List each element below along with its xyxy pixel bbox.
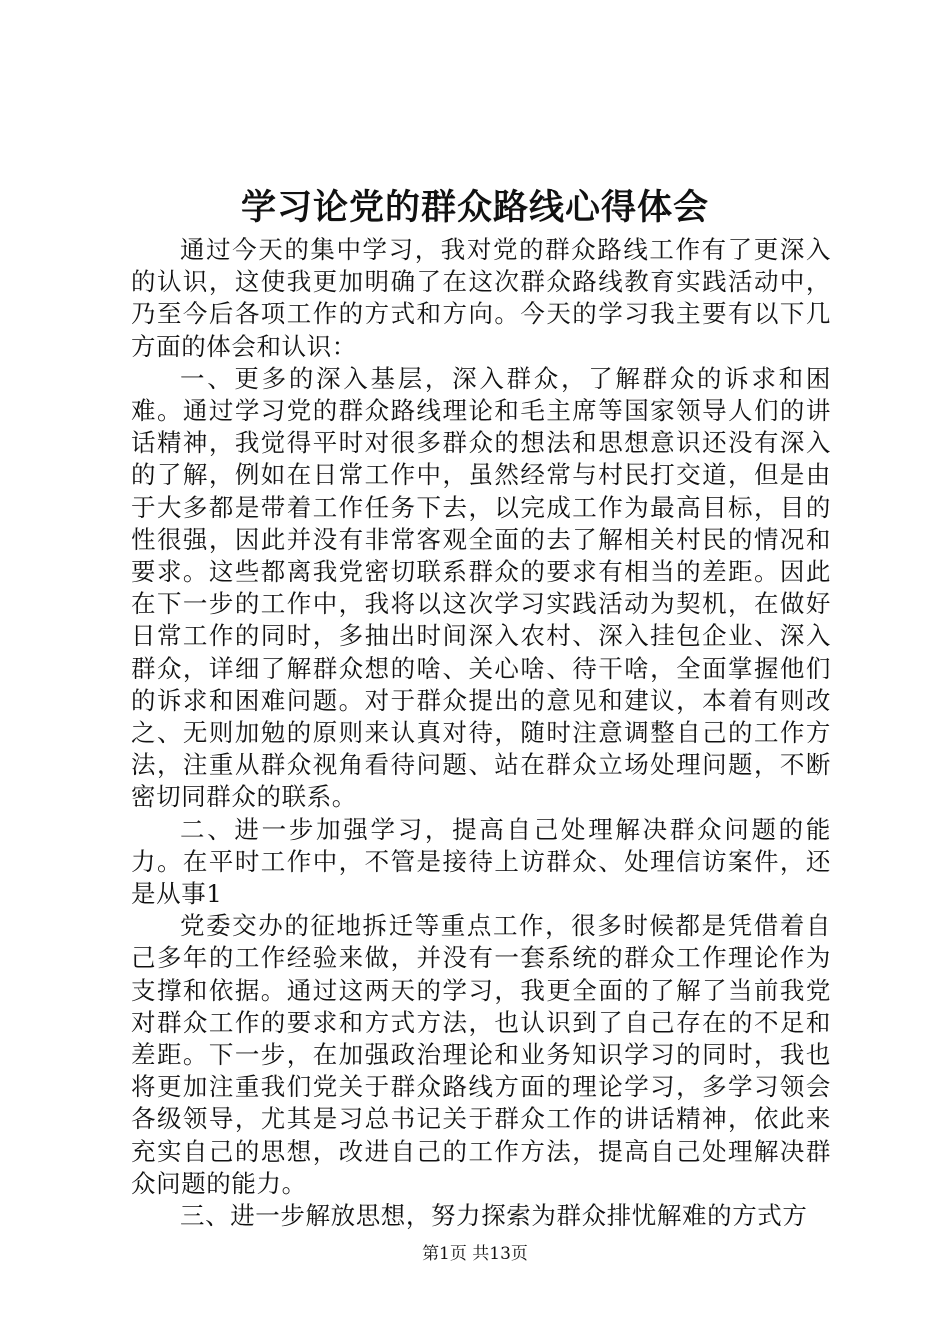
paragraph-section-three: 三、进一步解放思想，努力探索为群众排忧解难的方式方 — [180, 1201, 808, 1231]
paragraph-section-one: 一、更多的深入基层，深入群众，了解群众的诉求和困难。通过学习党的群众路线理论和毛主席等国家领导人们的讲话精神，我觉得平时对很多群众的想法和思想意识还没有深入的了解，例如在日常工作中，虽然经常与村民打交道，但是由于大多都是带着工作任务下去，以完成工作为最高目标，目的性很强，因此并没有非常客观全面的去了解相关村民的情况和要求。这些都离我党密切联系群众的要求有相当的差距。因此在下一步的工作中，我将以这次学习实践活动为契机，在做好日常工作的同时，多抽出时间深入农村、深入挂包企业、深入群众，详细了解群众想的啥、关心啥、待干啥，全面掌握他们的诉求和困难问题。对于群众提出的意见和建议，本着有则改之、无则加勉的原则来认真对待，随时注意调整自己的工作方法，注重从群众视角看待问题、站在群众立场处理问题，不断密切同群众的联系。 — [131, 363, 831, 812]
paragraph-intro: 通过今天的集中学习，我对党的群众路线工作有了更深入的认识，这使我更加明确了在这次群众路线教育实践活动中，乃至今后各项工作的方式和方向。今天的学习我主要有以下几方面的体会和认识： — [131, 235, 831, 361]
paragraph-section-two-continued: 党委交办的征地拆迁等重点工作，很多时候都是凭借着自己多年的工作经验来做，并没有一套系统的群众工作理论作为支撑和依据。通过这两天的学习，我更全面的了解了当前我党对群众工作的要求和方式方法，也认识到了自己存在的不足和差距。下一步，在加强政治理论和业务知识学习的同时，我也将更加注重我们党关于群众路线方面的理论学习，多学习领会各级领导，尤其是习总书记关于群众工作的讲话精神，依此来充实自己的思想，改进自己的工作方法，提高自己处理解决群众问题的能力。 — [131, 911, 831, 1198]
paragraph-section-two: 二、进一步加强学习，提高自己处理解决群众问题的能力。在平时工作中，不管是接待上访群众、处理信访案件，还是从事1 — [131, 814, 831, 909]
document-body — [131, 234, 831, 1232]
page-number-footer: 第1页 共13页 — [422, 1244, 528, 1264]
document-title: 学习论党的群众路线心得体会 — [240, 187, 709, 228]
